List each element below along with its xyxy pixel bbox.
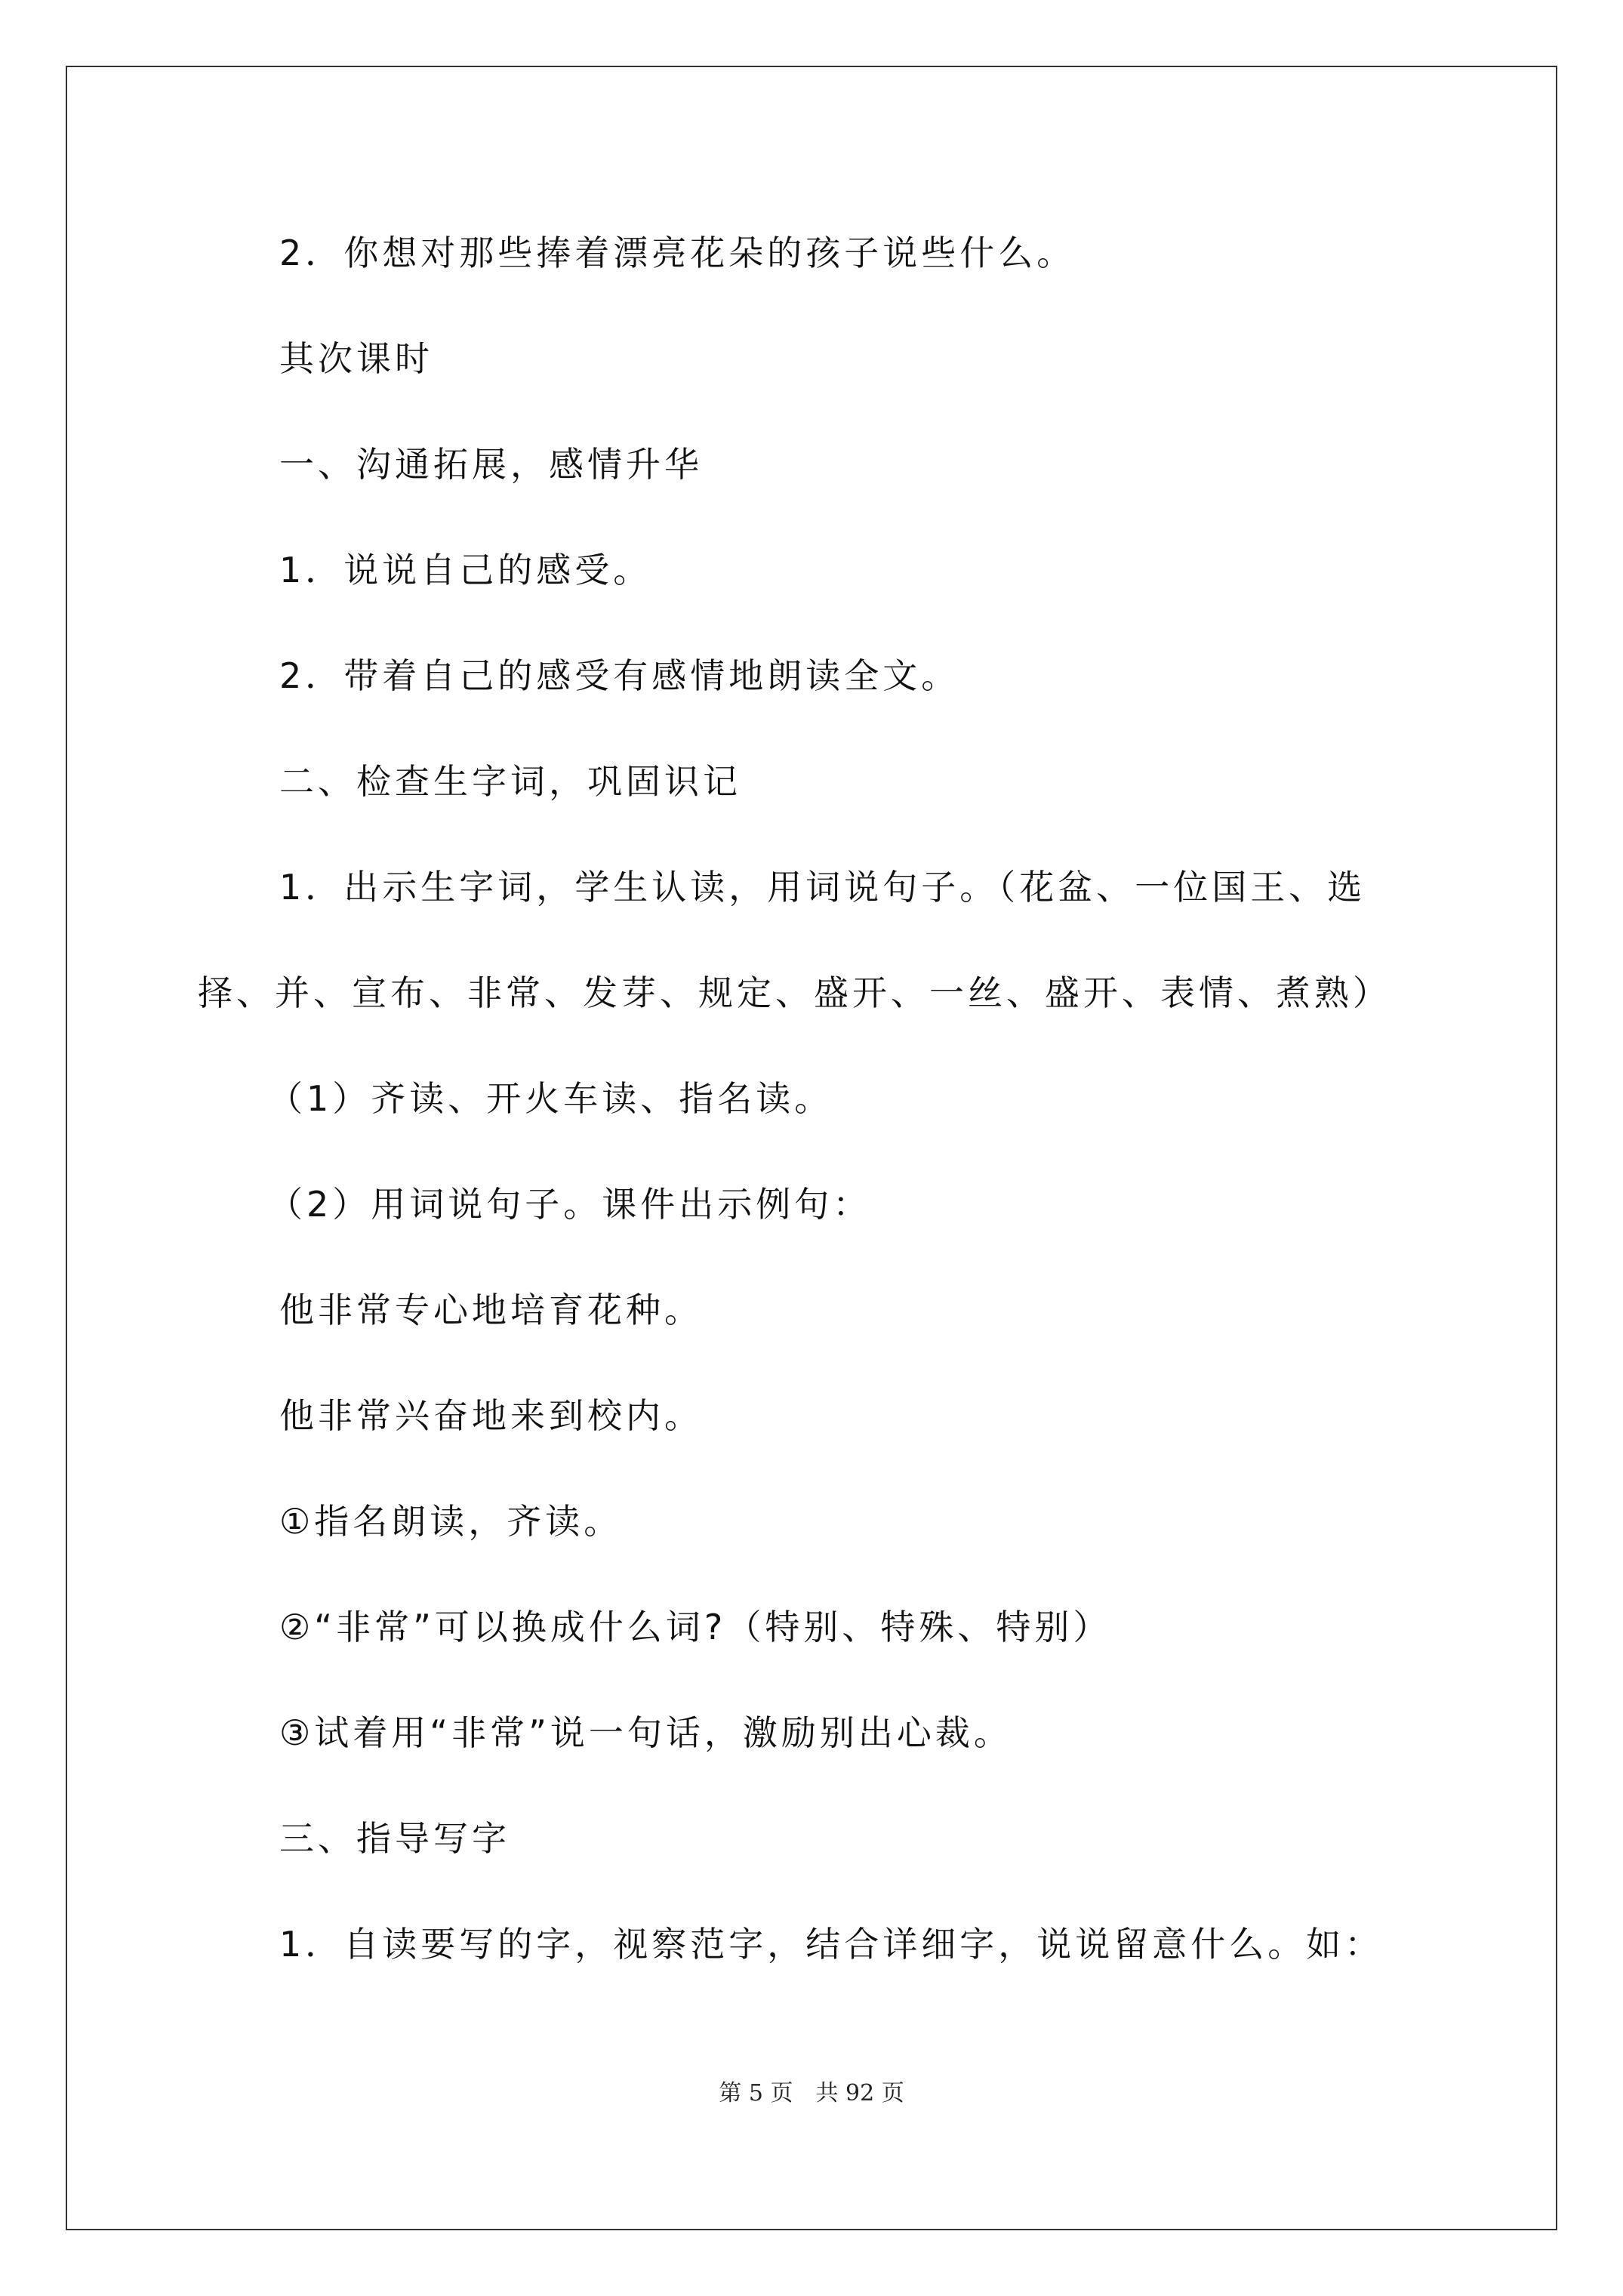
- text-line: ①指名朗读，齐读。: [279, 1501, 623, 1542]
- text-line: 2．带着自己的感受有感情地朗读全文。: [279, 655, 960, 696]
- text-line: （2）用词说句子。课件出示例句：: [268, 1184, 872, 1225]
- text-line: 他非常兴奋地来到校内。: [279, 1395, 703, 1436]
- text-line: 1．自读要写的字，视察范字，结合详细字，说说留意什么。如：: [279, 1924, 1384, 1965]
- section-heading: 一、沟通拓展，感情升华: [279, 444, 703, 485]
- text-line: 择、并、宣布、非常、发芽、规定、盛开、一丝、盛开、表情、煮熟）: [198, 972, 1391, 1013]
- text-line: 1．说说自己的感受。: [279, 550, 652, 590]
- text-line: 2．你想对那些捧着漂亮花朵的孩子说些什么。: [279, 233, 1076, 273]
- text-line: ②“非常”可以换成什么词?（特别、特殊、特别）: [279, 1607, 1112, 1647]
- text-line: 他非常专心地培育花种。: [279, 1290, 703, 1330]
- section-heading: 三、指导写字: [279, 1818, 510, 1859]
- page-border: [66, 66, 1557, 2230]
- page-number: 第 5 页 共 92 页: [719, 2080, 904, 2106]
- text-line: （1）齐读、开火车读、指名读。: [268, 1078, 833, 1119]
- text-line: ③试着用“非常”说一句话，激励别出心裁。: [279, 1712, 1012, 1753]
- text-line: 1．出示生字词，学生认读，用词说句子。（花盆、一位国王、选: [279, 867, 1366, 908]
- section-heading: 其次课时: [279, 338, 433, 379]
- section-heading: 二、检查生字词，巩固识记: [279, 761, 741, 802]
